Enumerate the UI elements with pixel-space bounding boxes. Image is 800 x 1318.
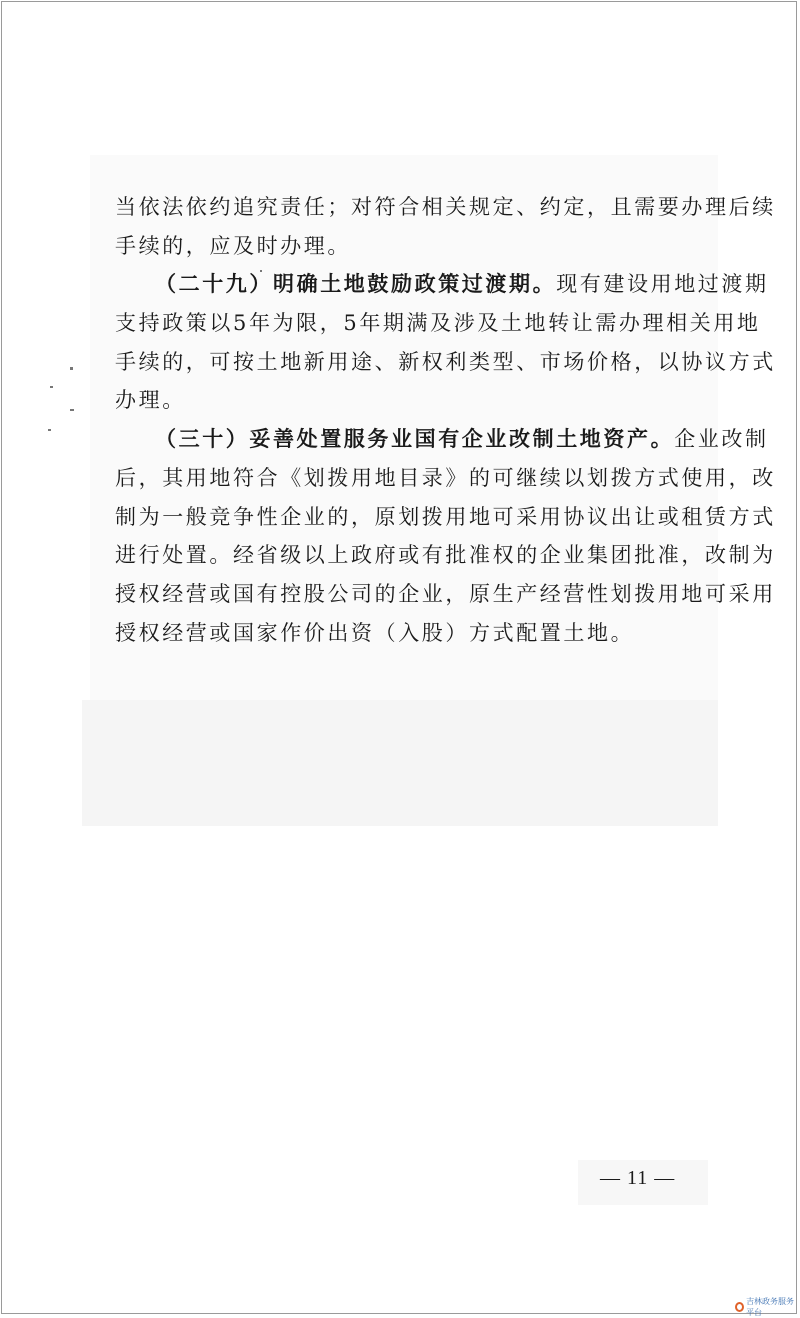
text-line: 支持政策以5年为限，5年期满及涉及土地转让需办理相关用地 bbox=[115, 311, 761, 336]
text-line: 授权经营或国家作价出资（入股）方式配置土地。 bbox=[115, 620, 635, 645]
text-line: 办理。 bbox=[115, 388, 186, 413]
scan-speck bbox=[48, 429, 51, 431]
watermark bbox=[735, 1296, 800, 1318]
watermark-logo-icon bbox=[735, 1302, 744, 1312]
watermark-text: 吉林政务服务平台 bbox=[746, 1297, 795, 1317]
text-line: 当依法依约追究责任；对符合相关规定、约定，且需要办理后续 bbox=[115, 195, 776, 219]
text-line: 后，其用地符合《划拨用地目录》的可继续以划拨方式使用，改 bbox=[115, 465, 776, 490]
scan-shade bbox=[82, 700, 718, 826]
text-line: 制为一般竞争性企业的，原划拨用地可采用协议出让或租赁方式 bbox=[115, 504, 776, 529]
page-number: — 11 — bbox=[600, 1167, 676, 1189]
text-span: 现有建设用地过渡期 bbox=[556, 272, 769, 297]
section-heading: （三十）妥善处置服务业国有企业改制土地资产。 bbox=[155, 426, 675, 452]
text-line: 进行处置。经省级以上政府或有批准权的企业集团批准，改制为 bbox=[115, 543, 776, 568]
text-line: 授权经营或国有控股公司的企业，原生产经营性划拨用地可采用 bbox=[115, 581, 776, 606]
scan-speck bbox=[70, 409, 74, 411]
text-line: 手续的，应及时办理。 bbox=[115, 233, 351, 258]
paragraph-30 bbox=[115, 420, 769, 459]
paragraph-29 bbox=[115, 265, 769, 304]
text-line: 手续的，可按土地新用途、新权利类型、市场价格，以协议方式 bbox=[115, 349, 776, 374]
section-heading: （二十九）明确土地鼓励政策过渡期。 bbox=[155, 271, 557, 297]
text-span: 企业改制 bbox=[674, 427, 769, 452]
body-text bbox=[115, 188, 776, 652]
scan-speck bbox=[70, 367, 73, 370]
scan-speck bbox=[50, 386, 53, 388]
